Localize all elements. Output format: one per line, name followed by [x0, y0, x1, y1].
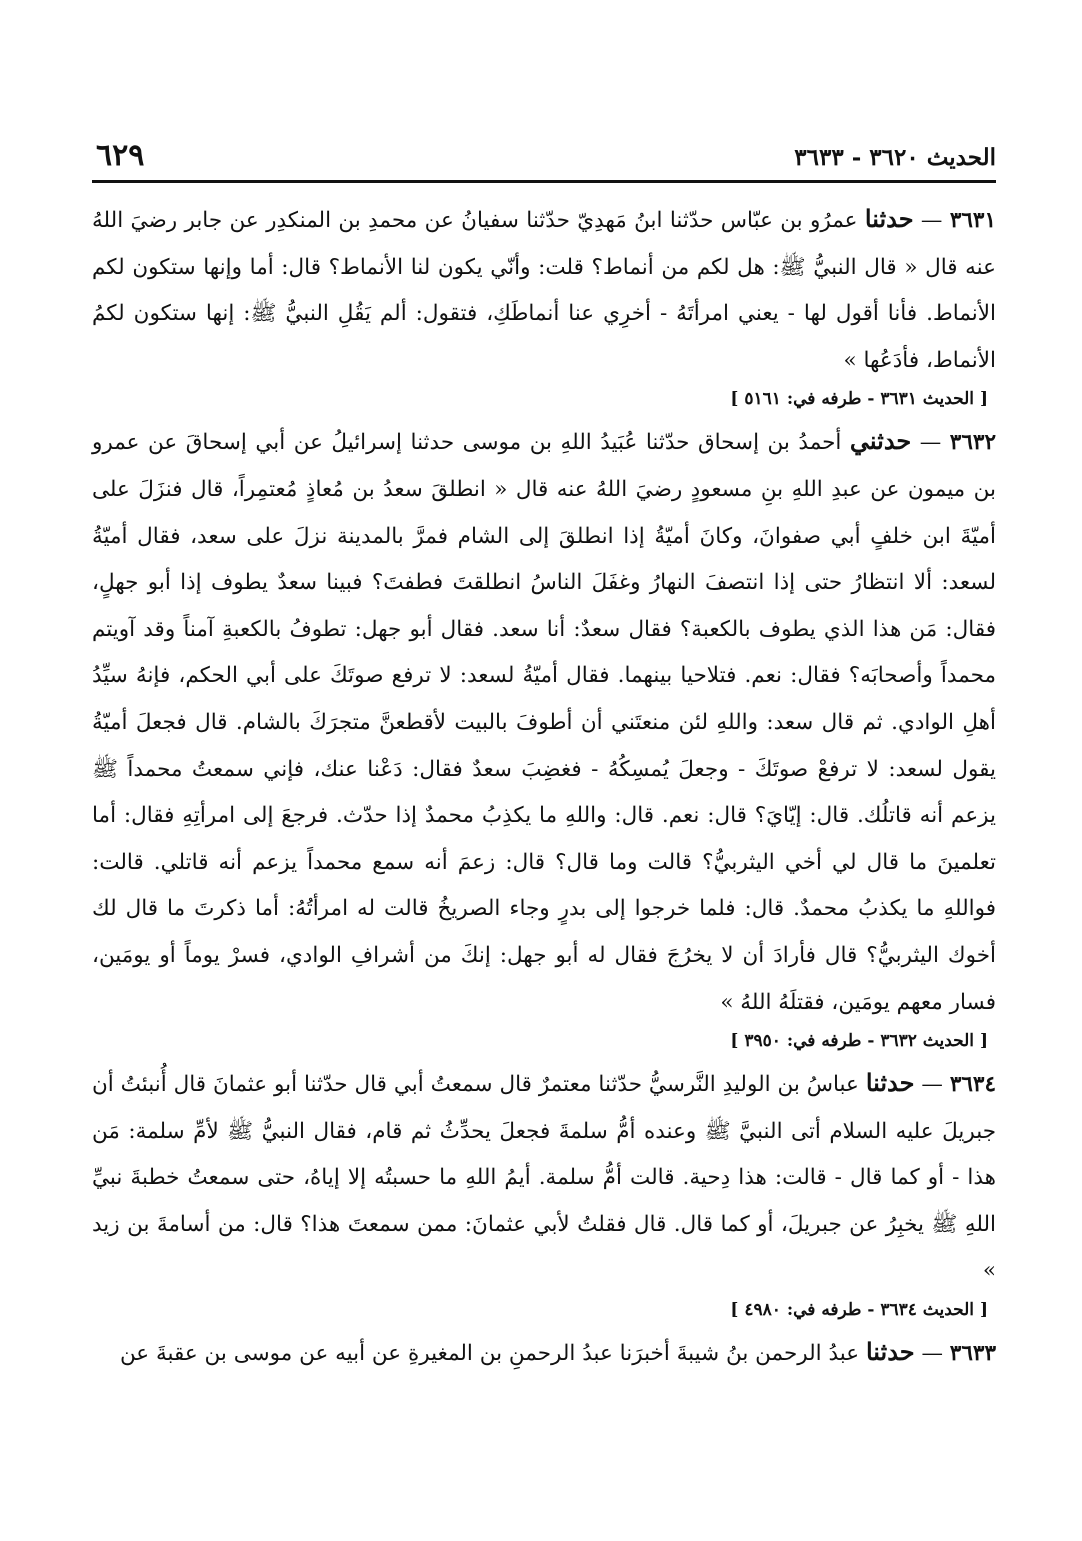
running-head: الحديث ٣٦٢٠ - ٣٦٣٣ — [794, 144, 996, 171]
hadith-number: ٣٦٣٢ — [949, 430, 996, 456]
hadith-opener: حدثنا — [864, 204, 914, 233]
hadith-text: عبدُ الرحمن بنُ شيبةَ أخبرَنا عبدُ الرحمنِ بن المغيرةِ عن أبيه عن موسى بن عقبةَ عن — [119, 1341, 860, 1367]
hadith-3631: ٣٦٣١ — حدثنا عمرُو بن عبّاس حدّثنا ابنُ مَهدِيّ حدّثنا سفيانُ عن محمدِ بن المنكدِر عن جابر رضيَ اللهُ عنه قال « قال النبيُّ ﷺ: هل لكم من أنماط؟ قلت: وأنّي يكون لنا الأنماط؟ قال: أما وإنها ستكون لكم الأنماط. فأنا أقول لها - يعني امرأتَهُ - أخرِي عنا أنماطَكِ، فتقول: ألم يَقُلِ النبيُّ ﷺ: إنها ستكون لكمُ الأنماط، فأدَعُها » — [92, 204, 997, 373]
hadith-opener: حدثنا — [865, 1337, 915, 1367]
hadith-reference: [ الحديث ٣٦٣٢ - طرفه في: ٣٩٥٠ ] — [730, 1031, 988, 1052]
page-number: ٦٢٩ — [96, 138, 145, 173]
hadith-number: ٣٦٣٤ — [949, 1072, 997, 1098]
hadith-opener: حدثني — [849, 426, 912, 456]
hadith-reference: [ الحديث ٣٦٣٤ - طرفه في: ٤٩٨٠ ] — [730, 1300, 988, 1321]
hadith-3633: ٣٦٣٣ — حدثنا عبدُ الرحمن بنُ شيبةَ أخبرَنا عبدُ الرحمنِ بن المغيرةِ عن أبيه عن موسى بن عقبةَ عن — [119, 1337, 996, 1367]
hadith-text: عباسُ بن الوليدِ النَّرسيُّ حدّثنا معتمرٌ قال سمعتُ أبي قال حدّثنا أبو عثمانَ قال أُنبئتُ أن جبريلَ عليه السلام أتى النبيَّ ﷺ وعنده أمُّ سلمةَ فجعلَ يحدِّثُ ثم قام، فقال النبيُّ ﷺ لأمِّ سلمة: مَن هذا - أو كما قال - قالت: هذا دِحية. قالت أمُّ سلمة. أيمُ اللهِ ما حسبتُه إلا إياهُ، حتى سمعتُ خطبةَ نبيِّ اللهِ ﷺ يخبِرُ عن جبريلَ، أو كما قال. قال فقلتُ لأبي عثمانَ: ممن سمعتَ هذا؟ قال: من أسامةَ بن زيد » — [92, 1072, 996, 1284]
header-rule — [92, 180, 996, 183]
hadith-text: عمرُو بن عبّاس حدّثنا ابنُ مَهدِيّ حدّثنا سفيانُ عن محمدِ بن المنكدِر عن جابر رضيَ اللهُ عنه قال « قال النبيُّ ﷺ: هل لكم من أنماط؟ قلت: وأنّي يكون لنا الأنماط؟ قال: أما وإنها ستكون لكم الأنماط. فأنا أقول لها - يعني امرأتَهُ - أخرِي عنا أنماطَكِ، فتقول: ألم يَقُلِ النبيُّ ﷺ: إنها ستكون لكمُ الأنماط، فأدَعُها » — [92, 208, 996, 373]
hadith-number: ٣٦٣٣ — [949, 1341, 996, 1367]
hadith-text: أحمدُ بن إسحاق حدّثنا عُبَيدُ اللهِ بن موسى حدثنا إسرائيلُ عن أبي إسحاقَ عن عمرو بن ميمون عن عبدِ اللهِ بنِ مسعودٍ رضيَ اللهُ عنه قال « انطلقَ سعدُ بن مُعاذٍ مُعتمِراً، قال فنزَلَ على أميّةَ ابن خلفٍ أبي صفوانَ، وكانَ أميّةُ إذا انطلقَ إلى الشام فمرَّ بالمدينة نزلَ على سعد، فقال أميّةُ لسعد: ألا انتظارُ حتى إذا انتصفَ النهارُ وغفَلَ الناسُ انطلقتَ فطفتَ؟ فبينا سعدٌ يطوف إذا أبو جهلٍ، فقال: مَن هذا الذي يطوف بالكعبة؟ فقال سعدٌ: أنا سعد. فقال أبو جهل: تطوفُ بالكعبةِ آمناً وقد آويتم محمداً وأصحابَه؟ فقال: نعم. فتلاحيا بينهما. فقال أميّةُ لسعد: لا ترفع صوتَكَ على أبي الحكم، فإنهُ سيِّدُ أهلِ الوادي. ثم قال سعد: واللهِ لئن منعتَني أن أطوفَ بالبيت لأقطعنَّ متجرَكَ بالشام. قال فجعلَ أميّةُ يقول لسعد: لا ترفعْ صوتَكَ - وجعلَ يُمسِكُهُ - فغضِبَ سعدٌ فقال: دَعْنا عنك، فإني سمعتُ محمداً ﷺ يزعم أنه قاتلُك. قال: إيّايَ؟ قال: نعم. قال: واللهِ ما يكذِبُ محمدٌ إذا حدّث. فرجعَ إلى امرأتِهِ فقال: أما تعلمينَ ما قال لي أخي اليثربيُّ؟ قالت وما قال؟ قال: زعمَ أنه سمع محمداً يزعم أنه قاتلي. قالت: فواللهِ ما يكذبُ محمدٌ. قال: فلما خرجوا إلى بدرٍ وجاء الصريخُ قالت له امرأتُهُ: أما ذكرتَ ما قال لك أخوك اليثربيُّ؟ قال فأرادَ أن لا يخرُجَ فقال له أبو جهل: إنكَ من أشرافِ الوادي، فسرْ يوماً أو يومَين، فسار معهم يومَين، فقتلَهُ اللهُ » — [92, 430, 996, 1015]
hadith-reference: [ الحديث ٣٦٣١ - طرفه في: ٥١٦١ ] — [730, 389, 988, 410]
hadith-3634: ٣٦٣٤ — حدثنا عباسُ بن الوليدِ النَّرسيُّ حدّثنا معتمرٌ قال سمعتُ أبي قال حدّثنا أبو عثمانَ قال أُنبئتُ أن جبريلَ عليه السلام أتى النبيَّ ﷺ وعنده أمُّ سلمةَ فجعلَ يحدِّثُ ثم قام، فقال النبيُّ ﷺ لأمِّ سلمة: مَن هذا - أو كما قال - قالت: هذا دِحية. قالت أمُّ سلمة. أيمُ اللهِ ما حسبتُه إلا إياهُ، حتى سمعتُ خطبةَ نبيِّ اللهِ ﷺ يخبِرُ عن جبريلَ، أو كما قال. قال فقلتُ لأبي عثمانَ: ممن سمعتَ هذا؟ قال: من أسامةَ بن زيد » — [92, 1068, 997, 1284]
hadith-number: ٣٦٣١ — [949, 208, 997, 233]
page-header — [92, 138, 996, 182]
page-body — [92, 196, 996, 1378]
hadith-opener: حدثنا — [865, 1068, 915, 1098]
hadith-3632: ٣٦٣٢ — حدثني أحمدُ بن إسحاق حدّثنا عُبَيدُ اللهِ بن موسى حدثنا إسرائيلُ عن أبي إسحاقَ عن عمرو بن ميمون عن عبدِ اللهِ بنِ مسعودٍ رضيَ اللهُ عنه قال « انطلقَ سعدُ بن مُعاذٍ مُعتمِراً، قال فنزَلَ على أميّةَ ابن خلفٍ أبي صفوانَ، وكانَ أميّةُ إذا انطلقَ إلى الشام فمرَّ بالمدينة نزلَ على سعد، فقال أميّةُ لسعد: ألا انتظارُ حتى إذا انتصفَ النهارُ وغفَلَ الناسُ انطلقتَ فطفتَ؟ فبينا سعدٌ يطوف إذا أبو جهلٍ، فقال: مَن هذا الذي يطوف بالكعبة؟ فقال سعدٌ: أنا سعد. فقال أبو جهل: تطوفُ بالكعبةِ آمناً وقد آويتم محمداً وأصحابَه؟ فقال: نعم. فتلاحيا بينهما. فقال أميّةُ لسعد: لا ترفع صوتَكَ على أبي الحكم، فإنهُ سيِّدُ أهلِ الوادي. ثم قال سعد: واللهِ لئن منعتَني أن أطوفَ بالبيت لأقطعنَّ متجرَكَ بالشام. قال فجعلَ أميّةُ يقول لسعد: لا ترفعْ صوتَكَ - وجعلَ يُمسِكُهُ - فغضِبَ سعدٌ فقال: دَعْنا عنك، فإني سمعتُ محمداً ﷺ يزعم أنه قاتلُك. قال: إيّايَ؟ قال: نعم. قال: واللهِ ما يكذِبُ محمدٌ إذا حدّث. فرجعَ إلى امرأتِهِ فقال: أما تعلمينَ ما قال لي أخي اليثربيُّ؟ قالت وما قال؟ قال: زعمَ أنه سمع محمداً يزعم أنه قاتلي. قالت: فواللهِ ما يكذبُ محمدٌ. قال: فلما خرجوا إلى بدرٍ وجاء الصريخُ قالت له امرأتُهُ: أما ذكرتَ ما قال لك أخوك اليثربيُّ؟ قال فأرادَ أن لا يخرُجَ فقال له أبو جهل: إنكَ من أشرافِ الوادي، فسرْ يوماً أو يومَين، فسار معهم يومَين، فقتلَهُ اللهُ » — [92, 426, 996, 1015]
